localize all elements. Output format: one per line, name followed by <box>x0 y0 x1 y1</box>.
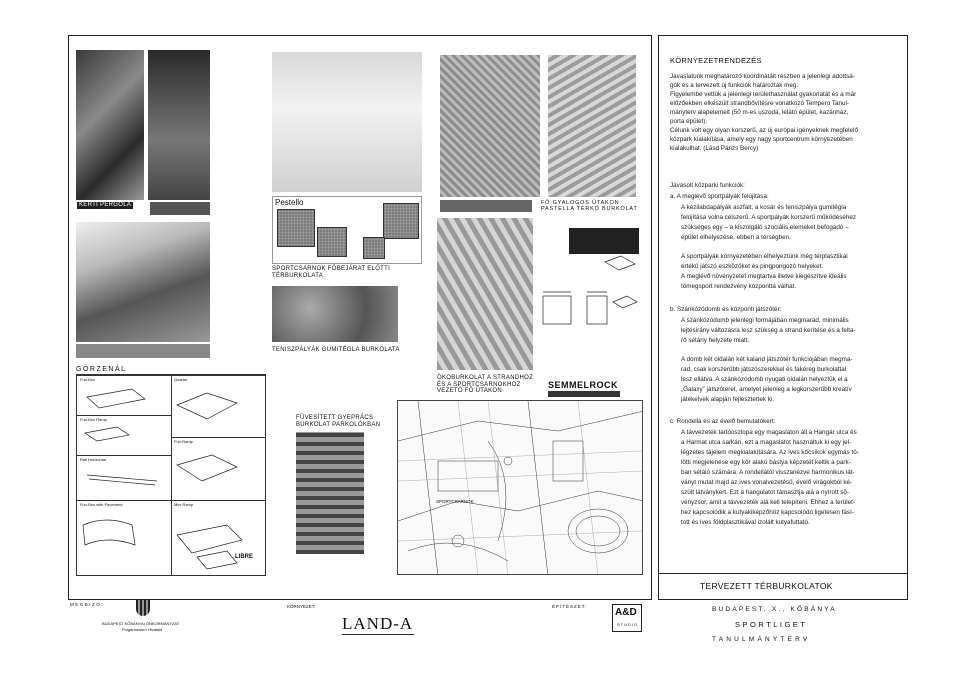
section-c-line: A távvezeték tartóoszlopa egy magaslaton áll a Hangár utca és <box>681 429 857 436</box>
section-b-line: lejtésirány változásra lesz szükség a strand kerítése és a felta- <box>681 327 856 334</box>
section-a-line: A sportpályák környezetében elhelyeztünk még térplasztikai <box>681 253 848 260</box>
skate-item-3: Rail Horizontal <box>80 457 107 462</box>
pestello-sample-panel <box>272 196 422 264</box>
skate-item-4: Fun-Box with Pavement <box>80 502 123 507</box>
intro-line: Figyelembe vettük a jelenlegi területhasználat gyakorlatát és a már <box>670 91 857 98</box>
photo-grass-pavers <box>296 432 364 554</box>
photo-plaza <box>272 52 422 192</box>
intro-line: Célunk volt egy olyan korszerű, az új európai igényeknek megfelelő <box>670 127 858 134</box>
section-c-line: hez kapcsolódik a kutyakiképzőhöz kapcsolódó ligetesen fásí- <box>681 509 854 516</box>
caption-fovesitett: FŰVESÍTETT GYEPRÁCS BURKOLAT PARKOLÓKBAN <box>296 415 381 428</box>
libre-logo: LIBRE <box>235 554 253 560</box>
panel-footer-title: TERVEZETT TÉRBURKOLATOK <box>700 581 833 591</box>
landa-logo-underline <box>342 634 414 635</box>
section-c-line: lötti megjelenése egy kör alakú bástya képzetét keltik a park- <box>681 459 851 466</box>
panel-title: KÖRNYEZETRENDEZÉS <box>670 56 762 65</box>
semmelrock-logo-bar <box>548 391 620 397</box>
pestello-swatch-2 <box>317 227 347 257</box>
photo-eco-product-banner <box>569 228 639 254</box>
section-c-line: ványt mutat majd az íves vonalvezetésű, évelő virágokból ké- <box>681 479 853 486</box>
section-c-line: légzetes tájelem megkialakítására. Az íves kőcsíkok egymás tö- <box>681 449 859 456</box>
intro-line: közpark kialakítása, amely egy nagy sportcentrum környezetében <box>670 136 853 143</box>
photo-eco-pavement <box>437 218 533 370</box>
photo-tennis-rubber <box>272 286 398 342</box>
photo-pergola-2 <box>148 50 210 200</box>
site-plan-label-sportcsarnok: SPORTCSARNOK <box>436 499 474 504</box>
ad-logo-text: A&D <box>615 607 637 618</box>
section-c-line: szült látványkert. Ezt a hangulatot támasztja alá a nyírott sö- <box>681 489 849 496</box>
semmelrock-logo: SEMMELROCK <box>548 380 618 390</box>
section-a-line: szükséges egy – a kiszolgáló szociális elemeket befogadó – <box>681 224 849 231</box>
landa-logo: LAND-A <box>342 614 414 633</box>
site-plan-drawing <box>398 401 643 575</box>
caption-teniszpalyak: TENISZPÁLYÁK GUMITÉGLA BURKOLATA <box>272 347 400 353</box>
intro-line: porta épület). <box>670 118 708 125</box>
skate-equipment-table <box>76 374 266 576</box>
photo-pergola-1 <box>76 50 144 200</box>
intro-line: kialakulhat. (Lásd Párizs Bercy) <box>670 145 759 152</box>
panel-footer-divider <box>658 573 908 574</box>
project-line-1: BUDAPEST, X., KŐBÁNYA <box>712 606 837 613</box>
photo-gorzenal <box>76 222 210 342</box>
section-b-line: „Galaxy” játszóteret, amelyet jelenleg a legkorszerűbb kreatív <box>681 386 852 393</box>
skate-drawings <box>77 375 267 577</box>
project-line-2: SPORTLIGET <box>735 620 808 629</box>
caption-gorzenal: GÖRZENÁL <box>76 366 127 373</box>
photo-pergola-label-strip <box>150 202 210 215</box>
ad-studio-logo <box>612 604 642 632</box>
pestello-swatch-4 <box>363 237 385 259</box>
pestello-swatch-3 <box>383 203 419 239</box>
epitesz-label: ÉPÍTÉSZET: <box>552 604 588 609</box>
eco-paver-diagrams <box>537 254 641 366</box>
intro-line: előzőekben elkészült strandbővítésre vonatkozó Tempero Tanul- <box>670 100 849 107</box>
skate-item-5: Quarter <box>174 377 188 382</box>
photo-path-1 <box>440 55 540 197</box>
functions-title: Javasolt közparki funkciók: <box>670 182 745 189</box>
intro-line: gok és a tervezett új funkciók határozták meg. <box>670 82 799 89</box>
intro-line: mányterv alapelemeit (50 m-es uszoda, lelátó épület, kazánház, <box>670 109 849 116</box>
section-a-line: A kézilabdapályák aszfalt, a kosár és teniszpálya gumitégla <box>681 204 847 211</box>
section-c-line: a Harmat utca sarkán, ezt a magaslatot használtuk ki egy jel- <box>681 439 852 446</box>
section-c-line: tott és íves földplasztikával izolált kutyafuttató. <box>681 519 810 526</box>
section-b-line: A szánkózódomb jelenlegi formájában megmarad, minimális <box>681 317 849 324</box>
photo-path-caption-strip <box>440 200 532 212</box>
kobanya-crest-icon <box>136 600 150 616</box>
skate-item-6: Fun-Ramp <box>174 439 193 444</box>
project-line-3: TANULMÁNYTERV <box>712 636 811 643</box>
intro-line: Javaslatunk meghatározó koordinátáit részben a jelenlegi adottsá- <box>670 73 855 80</box>
ad-logo-sub: STUDIO <box>617 622 639 627</box>
section-a-line: értékű játszó eszközöket és pingpongozó helyeket. <box>681 263 824 270</box>
skate-item-1: Fun-Box <box>80 377 96 382</box>
caption-fo-gyalogos: FŐ GYALOGOS ÚTAKON PASTELLA TÉRKŐ BURKOLAT <box>541 200 638 212</box>
section-a-line: tömegsport rendezvény központtá válhat. <box>681 283 797 290</box>
caption-okoburkolat: ÖKOBURKOLAT A STRANDHOZ ÉS A SPORTCSARNOKHOZ VEZETŐ FŐ ÚTAKON <box>437 375 534 394</box>
section-a-line: épület elhelyezése, ebben a térségben. <box>681 234 791 241</box>
section-a-line: felújítása volna célszerű. A sportpályák korszerű működéséhez <box>681 214 857 221</box>
caption-kerti-pergola: KERTI PERGOLA <box>79 202 132 208</box>
photo-path-2 <box>548 55 636 197</box>
section-a-line: A meglévő növényzetet megtartva illetve kiegészítve ideális <box>681 273 847 280</box>
section-c-line: c. Rondella és az évelő bemutatókert: <box>670 418 776 425</box>
photo-gorzenal-caption-strip <box>76 344 210 358</box>
kornyezet-label: KÖRNYEZET: <box>287 604 316 609</box>
pestello-swatch-1 <box>277 209 315 247</box>
section-c-line: vényzsor, amit a távvezeték alá kell telepíteni. Ehhez a terület- <box>681 499 855 506</box>
megbizo-sub: Polgármesteri Hivatala <box>122 627 163 632</box>
section-b-line: rő sétány helyzete miatt. <box>681 337 750 344</box>
site-plan <box>397 400 643 575</box>
section-b-line: lesz ellátva. A szánkózódomb nyugati oldalán helyeztük el a <box>681 376 848 383</box>
megbizo-name: BUDAPEST KŐBÁNYAI ÖNKORMÁNYZAT <box>102 621 180 626</box>
caption-sportcsarnok: SPORTCSARNOK FŐBEJÁRAT ELŐTTI TÉRBURKOLATA <box>272 266 391 279</box>
megbizo-label: MEGBÍZÓ: <box>70 602 105 607</box>
skate-item-2: Fun-Box Ramp <box>80 417 107 422</box>
section-c-line: ban sétáló számára. A rondellától visszanézve harmonikus lát- <box>681 469 855 476</box>
section-b-line: A domb két oldalán két kaland játszótér funkciójában megma- <box>681 356 853 363</box>
section-b-line: b. Szánkózódomb és központi játszótér: <box>670 306 782 313</box>
section-b-line: játékelvek alapján fejlesztettek ki. <box>681 396 775 403</box>
section-b-line: rad, csak korszerűbb játszószerekkel és fakéreg burkolattal <box>681 366 847 373</box>
section-a-line: a. A meglévő sportpályák felújítása: <box>670 193 769 200</box>
skate-item-7: Mini Ramp <box>174 502 194 507</box>
pestello-title: Pestello <box>275 198 304 207</box>
